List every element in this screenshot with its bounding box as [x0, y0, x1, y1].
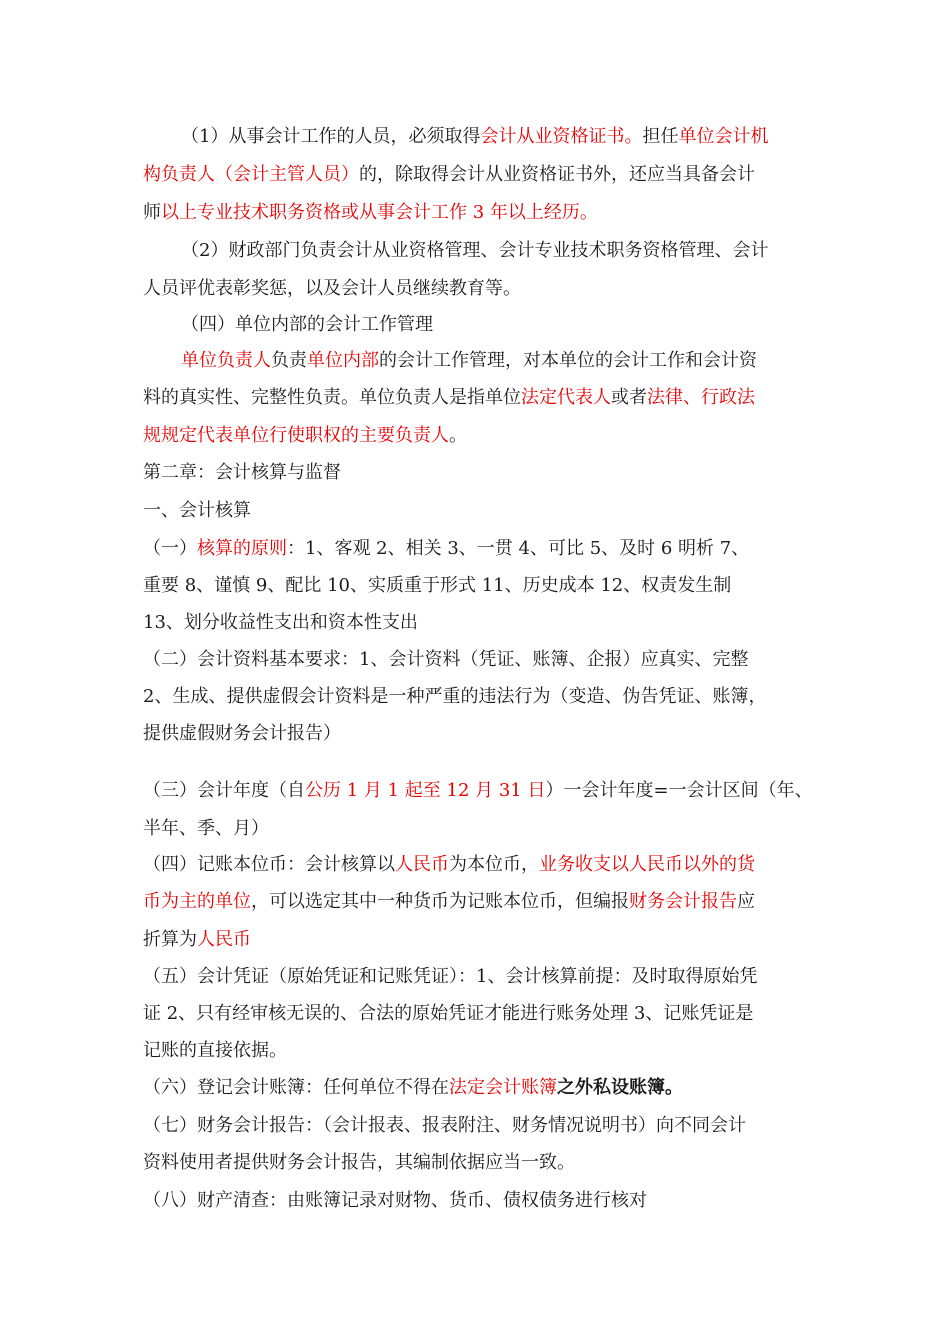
highlighted-text: 人民币 [197, 929, 251, 950]
line-segment: 证 2、只有经审核无误的、合法的原始凭证才能进行账务处理 3、记账凭证是 [143, 1003, 754, 1024]
highlighted-text: 以上专业技术职务资格或从事会计工作 3 年以上经历。 [161, 202, 598, 223]
line-segment: 13、划分收益性支出和资本性支出 [143, 612, 418, 633]
highlighted-text: 构负责人（会计主管人员） [143, 164, 359, 185]
line-segment: （七）财务会计报告：（会计报表、报表附注、财务情况说明书）向不同会计 [143, 1115, 746, 1136]
line-segment: 折算为 [143, 929, 197, 950]
line-segment: 半年、季、月） [143, 818, 269, 839]
text-line [143, 927, 823, 953]
line-segment: 应 [737, 891, 755, 912]
line-segment: （1）从事会计工作的人员，必须取得 [181, 126, 481, 147]
line-segment: ，可以选定其中一种货币为记账本位币，但编报 [251, 891, 629, 912]
line-segment: （四）记账本位币：会计核算以 [143, 854, 395, 875]
text-line [143, 1001, 823, 1027]
text-line [143, 573, 823, 599]
text-line [143, 964, 823, 990]
section-heading [181, 312, 861, 338]
highlighted-text: 人民币 [395, 854, 449, 875]
line-segment: （五）会计凭证（原始凭证和记账凭证）：1、会计核算前提：及时取得原始凭 [143, 966, 758, 987]
line-segment: 的，除取得会计从业资格证书外，还应当具备会计 [359, 164, 755, 185]
line-segment: 为本位币， [449, 854, 539, 875]
line-segment: （四）单位内部的会计工作管理 [181, 314, 433, 335]
line-segment: （2）财政部门负责会计从业资格管理、会计专业技术职务资格管理、会计 [181, 240, 769, 261]
line-segment: 资料使用者提供财务会计报告，其编制依据应当一致。 [143, 1152, 575, 1173]
text-line [143, 200, 823, 226]
line-segment: （三）会计年度（自 [143, 780, 305, 801]
line-segment: 师 [143, 202, 161, 223]
text-line [143, 1075, 823, 1101]
line-segment: 重要 8、谨慎 9、配比 10、实质重于形式 11、历史成本 12、权责发生制 [143, 575, 732, 596]
highlighted-text: 法定代表人 [521, 387, 611, 408]
line-segment: 第二章：会计核算与监督 [143, 462, 341, 483]
highlighted-text: 规规定代表单位行使职权的主要负责人 [143, 425, 449, 446]
text-line [143, 423, 823, 449]
highlighted-text: 法律、行政法 [647, 387, 755, 408]
line-segment: 的会计工作管理，对本单位的会计工作和会计资 [379, 350, 757, 371]
section-heading [143, 498, 823, 524]
highlighted-text: 核算的原则 [197, 538, 287, 559]
text-line [143, 385, 823, 411]
line-segment: 之外私设账簿。 [557, 1077, 683, 1098]
text-line [143, 647, 823, 673]
text-line [143, 1113, 823, 1139]
line-segment: 负责 [271, 350, 307, 371]
text-line [143, 816, 823, 842]
highlighted-text: 单位会计机 [678, 126, 769, 147]
highlighted-text: 币为主的单位 [143, 891, 251, 912]
text-line [143, 684, 823, 710]
text-line [143, 889, 823, 915]
text-line [181, 348, 861, 374]
line-segment: 或者 [611, 387, 647, 408]
line-segment: 一、会计核算 [143, 500, 251, 521]
highlighted-text: 业务收支以人民币以外的货 [539, 854, 755, 875]
line-segment: ）一会计年度=一会计区间（年、 [545, 780, 813, 801]
text-line [143, 852, 823, 878]
text-line [143, 721, 823, 747]
highlighted-text: 公历 1 月 1 起至 12 月 31 日 [305, 780, 546, 801]
highlighted-text: 会计从业资格证书。 [480, 126, 643, 147]
text-line [143, 1038, 823, 1064]
chapter-heading [143, 460, 823, 486]
text-line [143, 1150, 823, 1176]
highlighted-text: 单位负责人 [181, 350, 271, 371]
line-segment: 。 [449, 425, 467, 446]
text-line [181, 124, 861, 150]
line-segment: 提供虚假财务会计报告） [143, 723, 341, 744]
highlighted-text: 法定会计账簿 [449, 1077, 557, 1098]
highlighted-text: 单位内部 [307, 350, 379, 371]
line-segment: （八）财产清查：由账簿记录对财物、货币、债权债务进行核对 [143, 1190, 647, 1211]
line-segment: 记账的直接依据。 [143, 1040, 287, 1061]
highlighted-text: 财务会计报告 [629, 891, 737, 912]
line-segment: （一） [143, 538, 197, 559]
line-segment: 料的真实性、完整性负责。单位负责人是指单位 [143, 387, 521, 408]
text-line [143, 778, 823, 804]
text-line [143, 536, 823, 562]
line-segment: （六）登记会计账簿：任何单位不得在 [143, 1077, 449, 1098]
line-segment: 2、生成、提供虚假会计资料是一种严重的违法行为（变造、伪告凭证、账簿， [143, 686, 767, 707]
text-line [143, 276, 823, 302]
line-segment: 人员评优表彰奖惩，以及会计人员继续教育等。 [143, 278, 521, 299]
text-line [181, 238, 861, 264]
text-line [143, 162, 823, 188]
line-segment: 担任 [642, 126, 679, 147]
line-segment: ：1、客观 2、相关 3、一贯 4、可比 5、及时 6 明析 7、 [287, 538, 750, 559]
text-line [143, 1188, 823, 1214]
line-segment: （二）会计资料基本要求：1、会计资料（凭证、账簿、企报）应真实、完整 [143, 649, 749, 670]
text-line [143, 610, 823, 636]
